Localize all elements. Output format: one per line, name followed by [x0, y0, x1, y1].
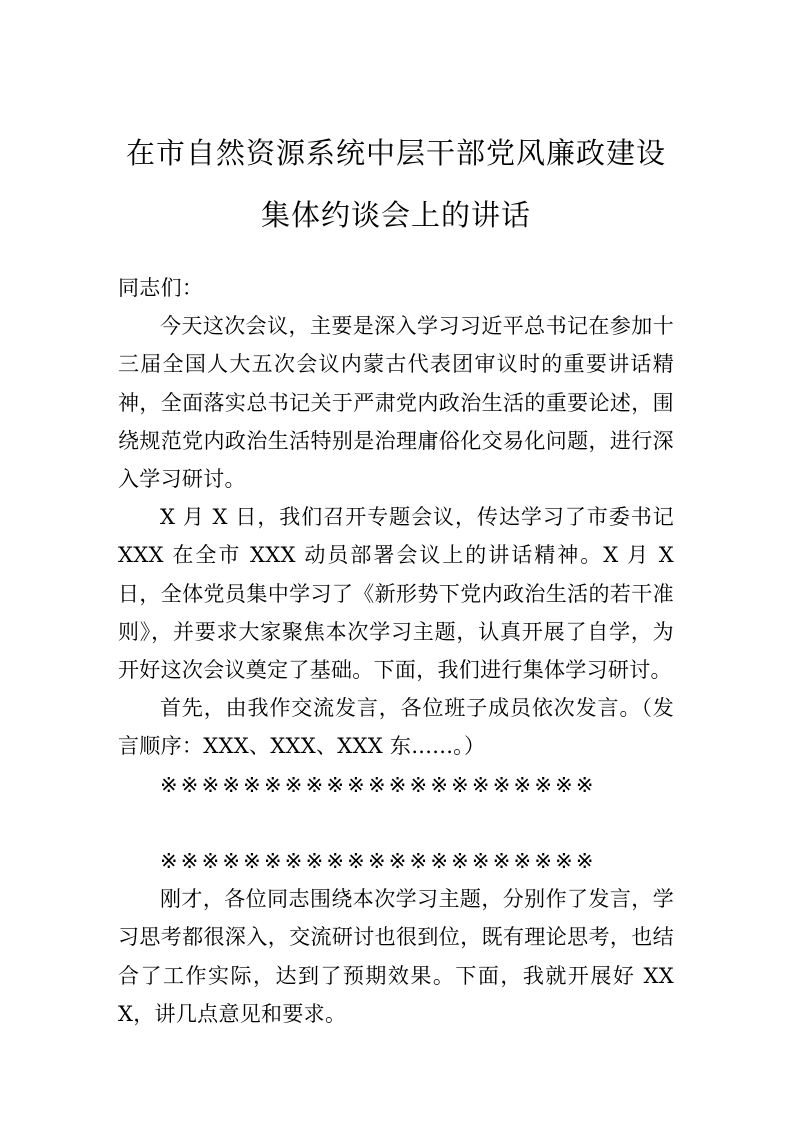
paragraph: 今天这次会议，主要是深入学习习近平总书记在参加十三届全国人大五次会议内蒙古代表团审议时的重要讲话精 神，全面落实总书记关于严肃党内政治生活的重要论述，围绕规范党内政治生活特别是治理庸俗化交易化问题，进行深入学习研讨。: [118, 314, 674, 492]
separator-row: ※※※※※※※※※※※※※※※※※※※※※: [160, 772, 597, 797]
document-content: [118, 0, 674, 1033]
salutation: 同志们：: [118, 276, 204, 300]
paragraph: X 月 X 日，我们召开专题会议，传达学习了市委书记 XXX 在全市 XXX 动员部署会议上的讲话精神。X 月 X 日，全体党员集中学习了《新形势下党内政治生活的若干准则》，并要求大家聚焦本次学习主题，认真开展了自学，为开好这次会议奠定了基础。下面，我们进行集体学习研讨。: [118, 505, 674, 683]
paragraph: 首先，由我作交流发言，各位班子成员依次发言。（发言顺序：XXX、XXX、XXX 东......。）: [118, 696, 674, 759]
paragraph: 刚才，各位同志围绕本次学习主题，分别作了发言，学习思考都很深入，交流研讨也很到位，既有理论思考，也结合了工作实际，达到了预期效果。下面，我就开展好 XXX，讲几点意见和要求。: [118, 887, 674, 1026]
document-title: 在市自然资源系统中层干部党风廉政建设集体约谈会上的讲话: [125, 136, 666, 232]
blank-line: [118, 804, 674, 842]
document-body: [118, 269, 674, 1033]
separator-row: ※※※※※※※※※※※※※※※※※※※※※: [160, 849, 597, 874]
